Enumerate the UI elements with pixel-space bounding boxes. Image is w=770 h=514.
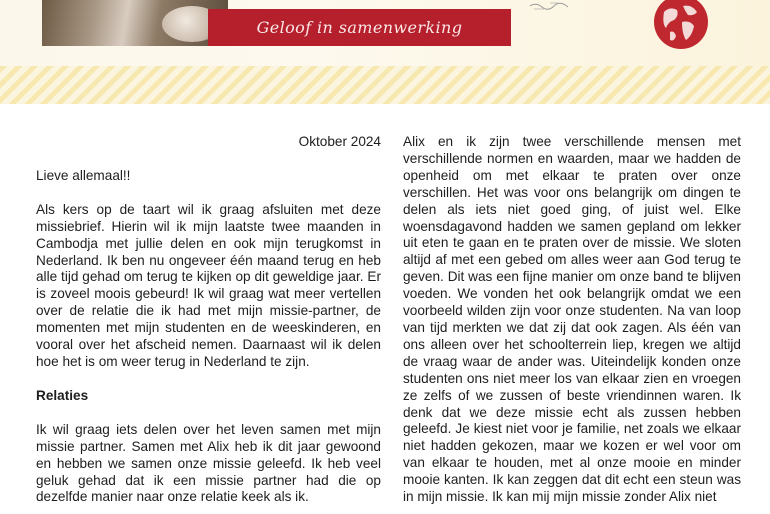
left-column (36, 134, 381, 514)
right-column (403, 134, 741, 514)
greeting: Lieve allemaal!! (36, 167, 131, 183)
header-photo (42, 0, 228, 46)
title-banner (208, 9, 511, 46)
relationship-paragraph: Alix en ik zijn twee verschillende mensen met verschillende normen en waarden, maar we hadden de openheid om met elkaar te praten over onze verschillen. Het was voor ons belangrijk om dingen te delen als iets niet goed ging, of juist wel. Elke woensdagavond hadden we samen gepland om lekker uit eten te gaan en te praten over de missie. We sloten altijd af met een gebed om alles weer aan God terug te geven. Dit was een fijne manier om onze band te blijven voeden. We vonden het ook belangrijk omdat we een voorbeeld wilden zijn voor onze studenten. Na van loop van tijd merkten we dat zij dat ook zagen. Als één van ons alleen over het schoolterrein liep, kregen we altijd de vraag waar de ander was. Uiteindelijk konden onze studenten ons niet meer los van elkaar zien en vroegen ze zelfs of we zussen of beste vriendinnen waren. Ik denk dat we deze missie echt als zussen hebben geleefd. Je kiest niet voor je familie, net zoals we elkaar niet hadden gekozen, maar we kozen er wel voor om van elkaar te houden, met al onze mooie en minder mooie kanten. Ik kan zeggen dat dit echt een steun was in mijn missie. Ik kan mij mijn missie zonder Alix niet (403, 134, 741, 505)
decorative-stripes (0, 66, 770, 104)
sketch-doodle-icon (528, 0, 572, 12)
newsletter-header (0, 0, 770, 104)
intro-paragraph: Als kers op de taart wil ik graag afsluiten met deze missiebrief. Hierin wil ik mijn laatste twee maanden in Cambodja met jullie delen en ook mijn terugkomst in Nederland. Ik ben nu ongeveer één maand terug en heb alle tijd gehad om terug te kijken op dit geweldige jaar. Er is zoveel moois gebeurd! Ik wil graag wat meer vertellen over de relatie die ik had met mijn missie-partner, de momenten met mijn studenten en de weeskinderen, en vooral over het afscheid nemen. Daarnaast wil ik delen hoe het is om weer terug in Nederland te zijn. (36, 201, 381, 369)
globe-icon (652, 0, 710, 50)
banner-text: Geloof in samenwerking (256, 18, 463, 37)
relaties-paragraph: Ik wil graag iets delen over het leven samen met mijn missie partner. Samen met Alix heb ik dit jaar gewoond en hebben we samen onze missie geleefd. Ik heb veel geluk gehad dat ik een missie partner had die op dezelfde manier naar onze relatie keek als ik. (36, 421, 381, 505)
section-heading-relaties: Relaties (36, 387, 89, 403)
letter-date: Oktober 2024 (298, 134, 381, 149)
